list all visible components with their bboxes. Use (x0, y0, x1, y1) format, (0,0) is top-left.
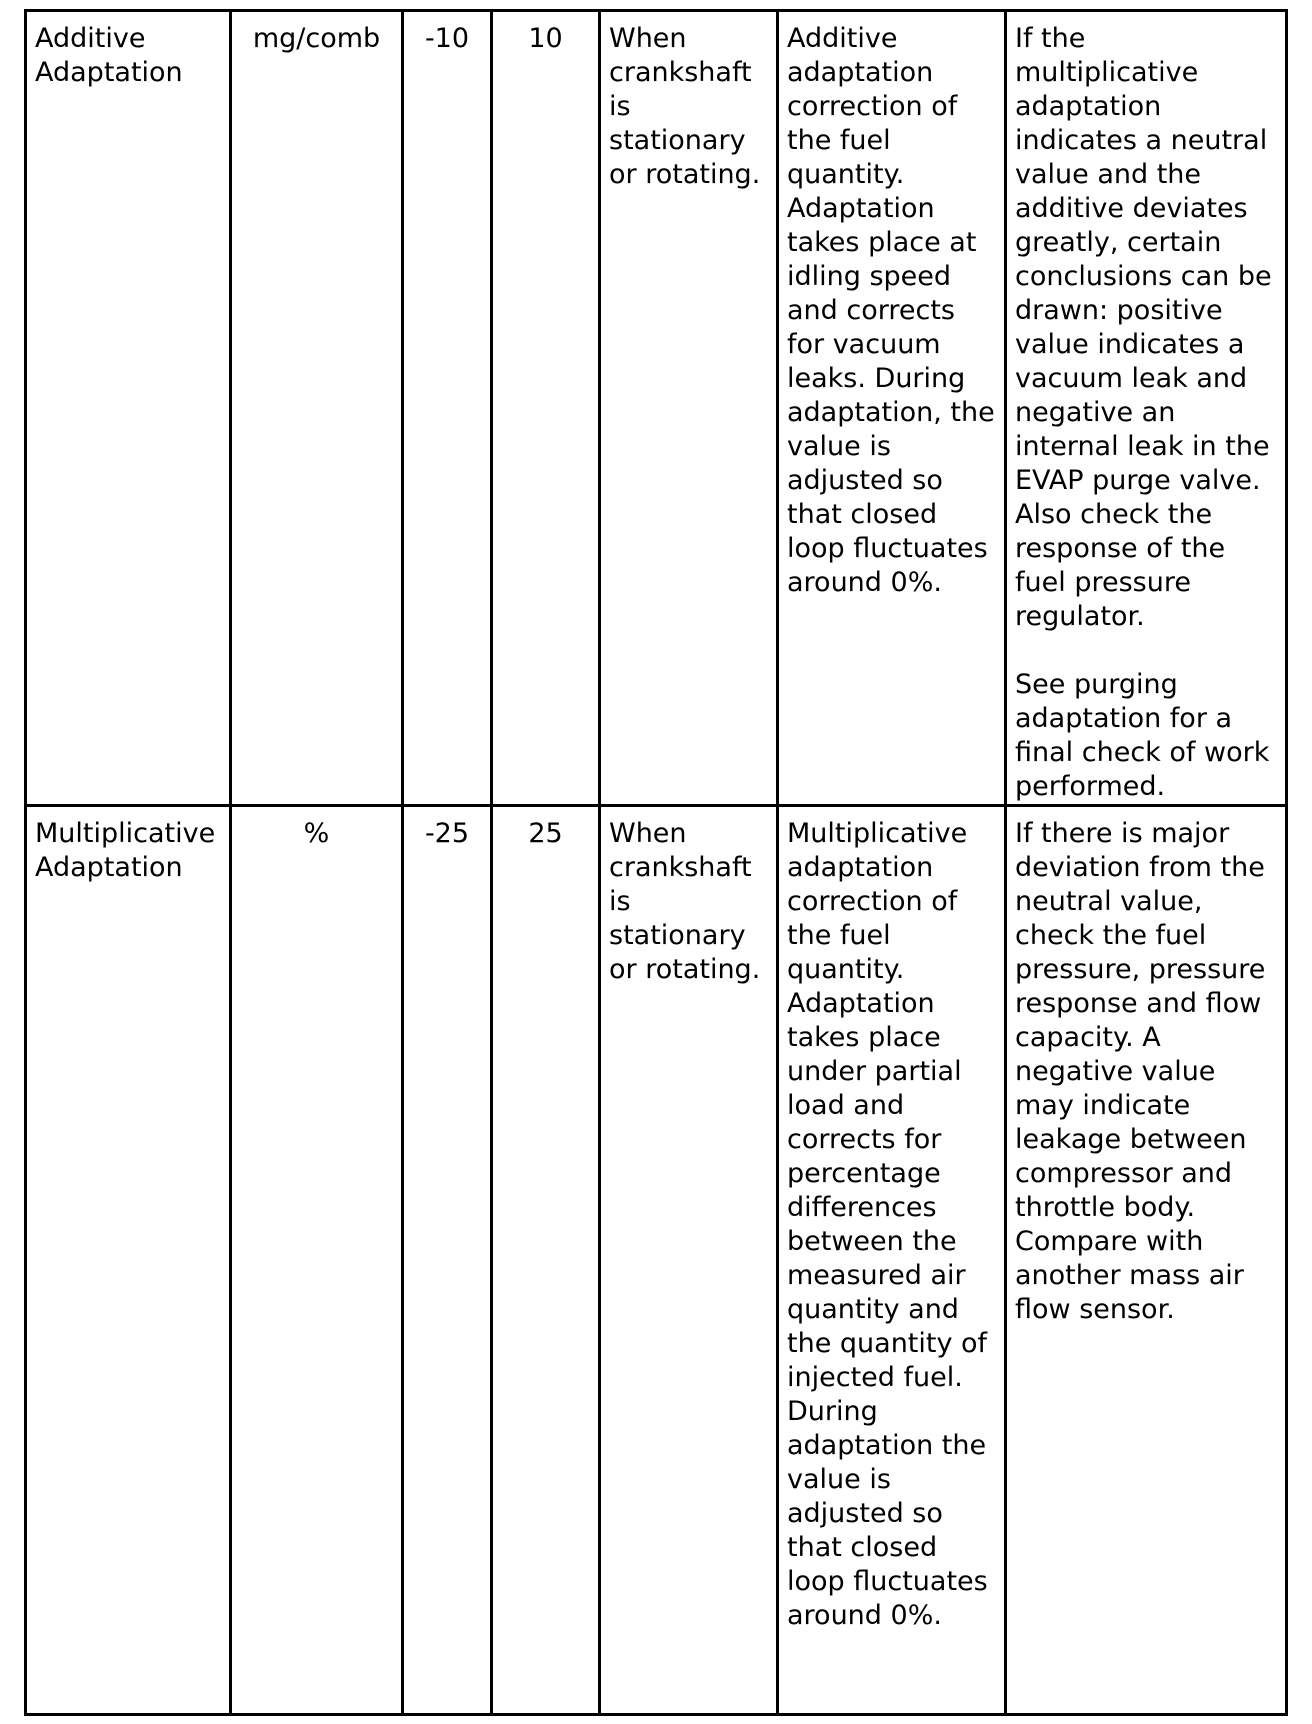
note-paragraph: See purging adaptation for a final check of work performed. (1015, 669, 1270, 802)
paragraph-gap (1015, 634, 1277, 668)
max-value-cell (492, 11, 600, 806)
note-paragraph: If the multiplicative adaptation indicates a neutral value and the additive deviates greatly, certain conclusions can be drawn: positive value indicates a vacuum leak and negative an internal leak in the EVAP purge valve. Also check the response of the fuel pressure regulator. (1015, 23, 1272, 632)
unit-cell (231, 806, 403, 1715)
notes-cell (1006, 806, 1287, 1715)
condition: When crankshaft is stationary or rotating. (609, 23, 761, 190)
unit: mg/comb (252, 23, 381, 54)
description-cell (778, 11, 1006, 806)
notes-cell (1006, 11, 1287, 806)
min-value: -10 (424, 23, 470, 54)
min-value-cell (403, 806, 492, 1715)
note-paragraph: If there is major deviation from the neutral value, check the fuel pressure, pressure response and flow capacity. A negative value may indicate leakage between compressor and throttle body. Compare with another mass air flow sensor. (1015, 818, 1266, 1325)
max-value: 10 (528, 23, 563, 54)
max-value-cell (492, 806, 600, 1715)
condition-cell (600, 11, 778, 806)
max-value: 25 (528, 818, 563, 849)
min-value-cell (403, 11, 492, 806)
table-row (26, 11, 1287, 806)
description: Multiplicative adaptation correction of the fuel quantity. Adaptation takes place under partial load and corrects for percentage differences between the measured air quantity and the quantity of injected fuel. During adaptation the value is adjusted so that closed loop fluctuates around 0%. (787, 818, 988, 1631)
adaptation-table (24, 9, 1288, 1716)
parameter-name-cell (26, 806, 231, 1715)
condition: When crankshaft is stationary or rotating. (609, 818, 761, 985)
condition-cell (600, 806, 778, 1715)
parameter-name: Multiplicative Adaptation (35, 818, 216, 883)
table-row (26, 806, 1287, 1715)
parameter-name: Additive Adaptation (35, 23, 183, 88)
unit-cell (231, 11, 403, 806)
parameter-name-cell (26, 11, 231, 806)
description: Additive adaptation correction of the fuel quantity. Adaptation takes place at idling speed and corrects for vacuum leaks. During adaptation, the value is adjusted so that closed loop fluctuates around 0%. (787, 23, 995, 598)
unit: % (303, 818, 330, 849)
min-value: -25 (424, 818, 470, 849)
description-cell (778, 806, 1006, 1715)
